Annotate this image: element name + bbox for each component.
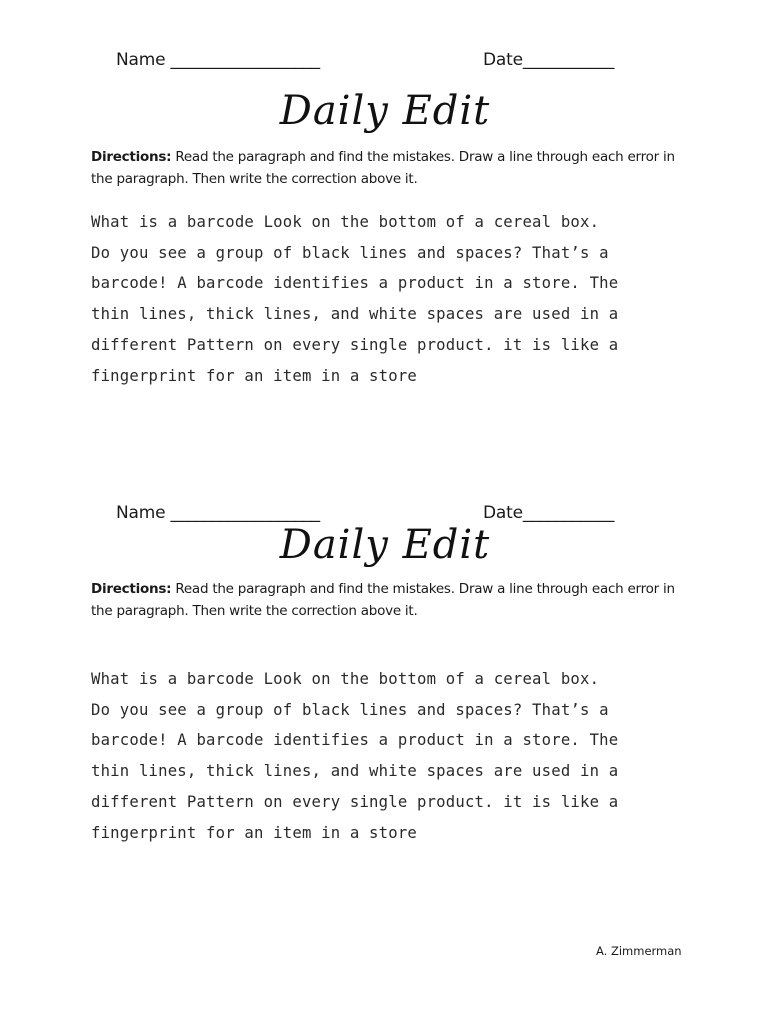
paragraph-line: thin lines, thick lines, and white spaces are used in a	[91, 762, 619, 781]
paragraph-line: fingerprint for an item in a store	[91, 366, 417, 385]
paragraph-line: Do you see a group of black lines and spaces? That’s a	[91, 243, 609, 262]
directions	[91, 578, 691, 622]
paragraph-line: fingerprint for an item in a store	[91, 823, 417, 842]
paragraph-line: Do you see a group of black lines and spaces? That’s a	[91, 700, 609, 719]
paragraph-line: thin lines, thick lines, and white spaces are used in a	[91, 305, 619, 324]
worksheet-title: Daily Edit	[279, 88, 491, 134]
name-field: Name __________________	[116, 50, 320, 70]
paragraph-line: What is a barcode Look on the bottom of a cereal box.	[91, 670, 600, 688]
name-field: Name __________________	[116, 503, 320, 523]
directions-label: Directions:	[91, 581, 172, 597]
date-field: Date___________	[483, 50, 615, 70]
directions	[91, 146, 691, 190]
paragraph-line: What is a barcode Look on the bottom of a cereal box.	[91, 213, 600, 231]
paragraph-line: barcode! A barcode identifies a product in a store. The	[91, 731, 619, 750]
directions-text: Read the paragraph and find the mistakes. Draw a line through each error in the paragraph. Then write the correction above it.	[91, 149, 675, 187]
directions-label: Directions:	[91, 149, 172, 165]
paragraph-line: different Pattern on every single product. it is like a	[91, 792, 619, 811]
edit-paragraph	[91, 664, 691, 848]
directions-text: Read the paragraph and find the mistakes. Draw a line through each error in the paragraph. Then write the correction above it.	[91, 581, 675, 619]
paragraph-line: different Pattern on every single product. it is like a	[91, 335, 619, 354]
edit-paragraph	[91, 207, 691, 391]
worksheet-title: Daily Edit	[279, 522, 491, 568]
paragraph-line: barcode! A barcode identifies a product in a store. The	[91, 274, 619, 293]
author-credit: A. Zimmerman	[596, 944, 682, 958]
date-field: Date___________	[483, 503, 615, 523]
